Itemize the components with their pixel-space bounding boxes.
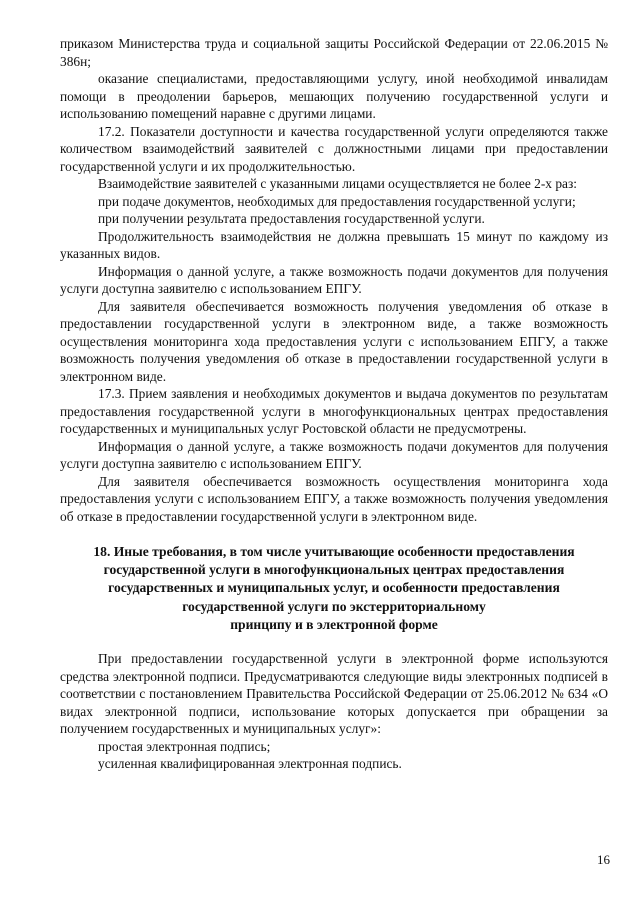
- document-body: [60, 35, 608, 773]
- section-heading: [60, 543, 608, 634]
- paragraph: Информация о данной услуге, а также возможность подачи документов для получения услуги доступна заявителю с использованием ЕПГУ.: [60, 438, 608, 471]
- paragraph: Информация о данной услуге, а также возможность подачи документов для получения услуги доступна заявителю с использованием ЕПГУ.: [60, 263, 608, 296]
- paragraph: Для заявителя обеспечивается возможность осуществления мониторинга хода предоставления услуги с использованием ЕПГУ, а также возможность получения уведомления об отказе в предоставлении государственной услуги в электронном виде.: [60, 473, 608, 524]
- paragraph: 17.3. Прием заявления и необходимых документов и выдача документов по результатам предоставления государственной услуги в многофункциональных центрах предоставления государственных и муниципальных услуг Ростовской области не предусмотрены.: [60, 386, 608, 436]
- paragraph: оказание специалистами, предоставляющими услугу, иной необходимой инвалидам помощи в преодолении барьеров, мешающих получению государственной услуги и использованию помещений наравне с другими лицами.: [60, 71, 608, 121]
- page-number: 16: [597, 852, 610, 867]
- paragraph: при получении результата предоставления государственной услуги.: [98, 211, 485, 226]
- paragraph: При предоставлении государственной услуги в электронной форме используются средства электронной подписи. Предусматриваются следующие виды электронных подписей в соответствии с постановлением Правительства Российской Федерации от 25.06.2012 № 634 «О видах электронной подписи, использование которых допускается при обращении за получением государственных и муниципальных услуг»:: [60, 651, 608, 737]
- heading-line: принципу и в электронной форме: [230, 616, 438, 632]
- heading-line: государственной услуги по экстерриториальному: [182, 598, 486, 614]
- heading-line: государственных и муниципальных услуг, и особенности предоставления: [108, 580, 560, 596]
- paragraph: Продолжительность взаимодействия не должна превышать 15 минут по каждому из указанных видов.: [60, 228, 608, 261]
- paragraph: Для заявителя обеспечивается возможность получения уведомления об отказе в предоставлении государственной услуги в электронном виде, а также возможность осуществления мониторинга хода предоставления услуги с использованием ЕПГУ, а также возможность получения уведомления об отказе в предоставлении государственной услуги в электронном виде.: [60, 298, 608, 384]
- paragraphs-top: [60, 35, 608, 525]
- paragraph: Взаимодействие заявителей с указанными лицами осуществляется не более 2-х раз:: [98, 176, 577, 191]
- paragraph: приказом Министерства труда и социальной защиты Российской Федерации от 22.06.2015 № 386н;: [60, 36, 608, 69]
- paragraph: 17.2. Показатели доступности и качества государственной услуги определяются также количеством взаимодействий заявителей с должностными лицами при предоставлении государственной услуги и их продолжительностью.: [60, 123, 608, 174]
- paragraph: при подаче документов, необходимых для предоставления государственной услуги;: [98, 193, 576, 209]
- heading-line: государственной услуги в многофункциональных центрах предоставления: [103, 562, 565, 578]
- paragraph: усиленная квалифицированная электронная подпись.: [98, 756, 402, 772]
- paragraph: простая электронная подпись;: [98, 738, 271, 754]
- heading-line: 18. Иные требования, в том числе учитывающие особенности предоставления: [93, 544, 575, 559]
- paragraphs-bottom: [60, 650, 608, 773]
